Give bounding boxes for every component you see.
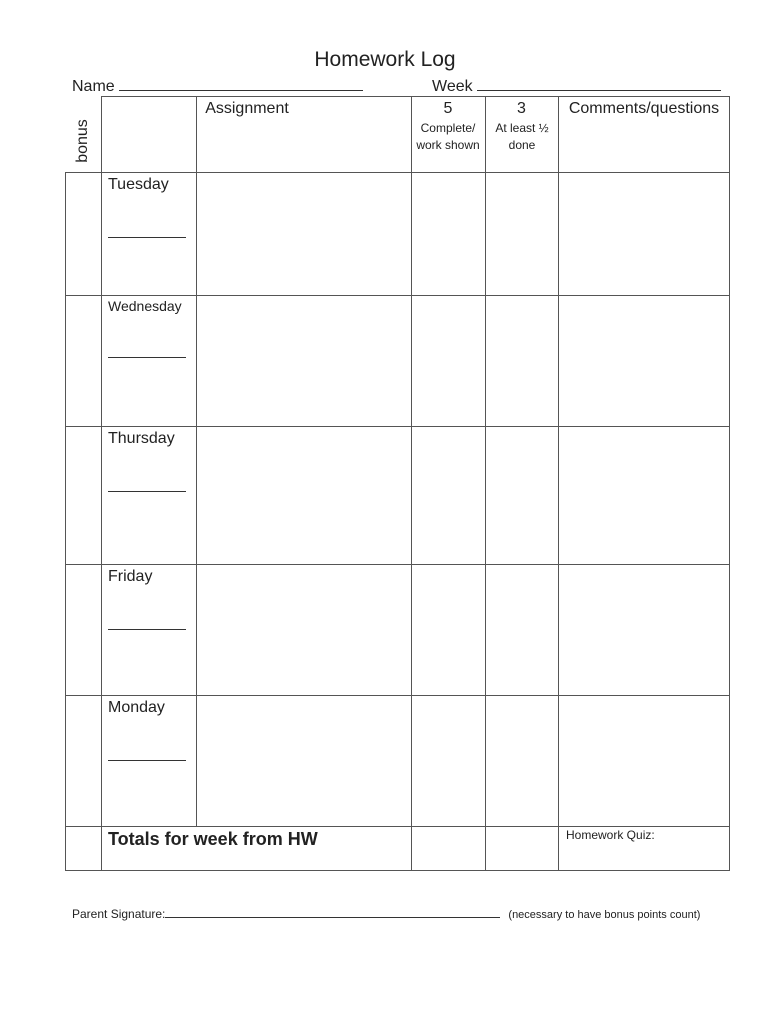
column-divider-assignment [411,96,412,871]
day-label-wednesday: Wednesday [108,298,182,314]
assignment-header: Assignment [205,100,289,117]
parent-signature-label: Parent Signature: [72,907,166,921]
points-3-header: 3 [517,100,526,117]
name-blank-line[interactable] [119,76,363,91]
day-blank-line[interactable] [108,236,186,238]
points-5-header: 5 [443,100,453,117]
signature-blank-line[interactable] [165,906,500,918]
name-field [72,76,363,96]
homework-table [65,96,730,871]
week-field [432,76,721,96]
row-divider [65,695,730,696]
name-label: Name [72,78,115,95]
day-blank-line[interactable] [108,759,186,761]
homework-quiz-label: Homework Quiz: [566,828,655,842]
points-3-description: At least ½ done [495,121,549,152]
table-border-bottom [65,870,730,871]
week-blank-line[interactable] [477,76,721,91]
day-label-monday: Monday [108,699,165,716]
row-divider [65,564,730,565]
column-divider-5 [485,96,486,871]
week-label: Week [432,78,473,95]
column-divider-3 [558,96,559,871]
comments-header: Comments/questions [568,100,720,117]
day-blank-line[interactable] [108,628,186,630]
row-divider [65,426,730,427]
day-blank-line[interactable] [108,490,186,492]
header-divider [65,172,730,173]
totals-label: Totals for week from HW [108,829,318,849]
points-5-description: Complete/ work shown [416,121,480,152]
row-divider [65,295,730,296]
table-border-top [101,96,730,97]
column-divider-day [196,96,197,826]
bonus-header: bonus [74,119,91,163]
day-label-thursday: Thursday [108,430,175,447]
column-divider-bonus [101,96,102,871]
page-title: Homework Log [314,48,456,71]
parent-signature-field [72,906,700,921]
table-border-right [729,96,730,871]
day-blank-line[interactable] [108,356,186,358]
table-border-left [65,172,66,871]
day-label-tuesday: Tuesday [108,176,169,193]
row-divider [65,826,730,827]
signature-note: (necessary to have bonus points count) [508,909,701,921]
day-label-friday: Friday [108,568,153,585]
